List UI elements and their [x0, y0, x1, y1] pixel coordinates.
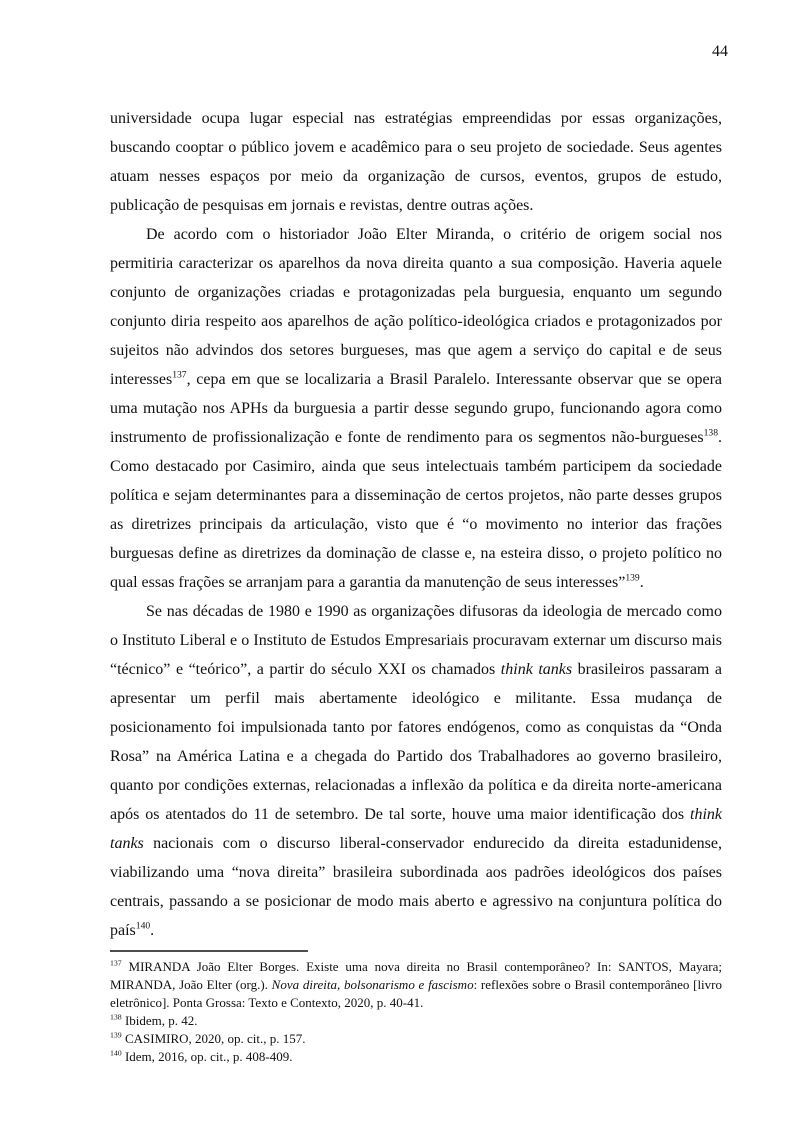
- document-body: [110, 104, 722, 945]
- body-paragraph: De acordo com o historiador João Elter Miranda, o critério de origem social nos permitiria caracterizar os aparelhos da nova direita quanto a sua composição. Haveria aquele conjunto de organizações criadas e protagonizadas pela burguesia, enquanto um segundo conjunto diria respeito aos aparelhos de ação político-ideológica criados e protagonizados por sujeitos não advindos dos setores burgueses, mas que agem a serviço do capital e de seus interesses$^{137}$, cepa em que se localizaria a Brasil Paralelo. Interessante observar que se opera uma mutação nos APHs da burguesia a partir desse segundo grupo, funcionando agora como instrumento de profissionalização e fonte de rendimento para os segmentos não-burgueses$^{138}$. Como destacado por Casimiro, ainda que seus intelectuais também participem da sociedade política e sejam determinantes para a disseminação de certos projetos, não parte desses grupos as diretrizes principais da articulação, visto que é “o movimento no interior das frações burguesas define as diretrizes da dominação de classe e, na esteira disso, o projeto político no qual essas frações se arranjam para a garantia da manutenção de seus interesses”$^{139}$.: [110, 226, 722, 591]
- footnote: $^{137}$ MIRANDA João Elter Borges. Existe uma nova direita no Brasil contemporâneo? In: SANTOS, Mayara; MIRANDA, João Elter (org.). Nova direita, bolsonarismo e fascismo: reflexões sobre o Brasil contemporâneo [livro eletrônico]. Ponta Grossa: Texto e Contexto, 2020, p. 40-41.: [110, 958, 722, 1010]
- body-paragraph: universidade ocupa lugar especial nas estratégias empreendidas por essas organizações, buscando cooptar o público jovem e acadêmico para o seu projeto de sociedade. Seus agentes atuam nesses espaços por meio da organização de cursos, eventos, grupos de estudo, publicação de pesquisas em jornais e revistas, dentre outras ações.: [110, 110, 722, 214]
- footnote: $^{138}$ Ibidem, p. 42.: [110, 1012, 198, 1028]
- body-paragraph: Se nas décadas de 1980 e 1990 as organizações difusoras da ideologia de mercado como o Instituto Liberal e o Instituto de Estudos Empresariais procuravam externar um discurso mais “técnico” e “teórico”, a partir do século XXI os chamados think tanks brasileiros passaram a apresentar um perfil mais abertamente ideológico e militante. Essa mudança de posicionamento foi impulsionada tanto por fatores endógenos, como as conquistas da “Onda Rosa” na América Latina e a chegada do Partido dos Trabalhadores ao governo brasileiro, quanto por condições externas, relacionadas a inflexão da política e da direita norte-americana após os atentados do 11 de setembro. De tal sorte, houve uma maior identificação dos think tanks nacionais com o discurso liberal-conservador endurecido da direita estadunidense, viabilizando uma “nova direita” brasileira subordinada aos padrões ideológicos dos países centrais, passando a se posicionar de modo mais aberto e agressivo na conjuntura política do país$^{140}$.: [110, 603, 723, 939]
- page-number: 44: [712, 43, 728, 60]
- footnote-separator: [110, 950, 308, 952]
- footnote: $^{139}$ CASIMIRO, 2020, op. cit., p. 157.: [110, 1030, 306, 1046]
- footnote: $^{140}$ Idem, 2016, op. cit., p. 408-409.: [110, 1048, 293, 1064]
- footnotes-section: [110, 950, 722, 1066]
